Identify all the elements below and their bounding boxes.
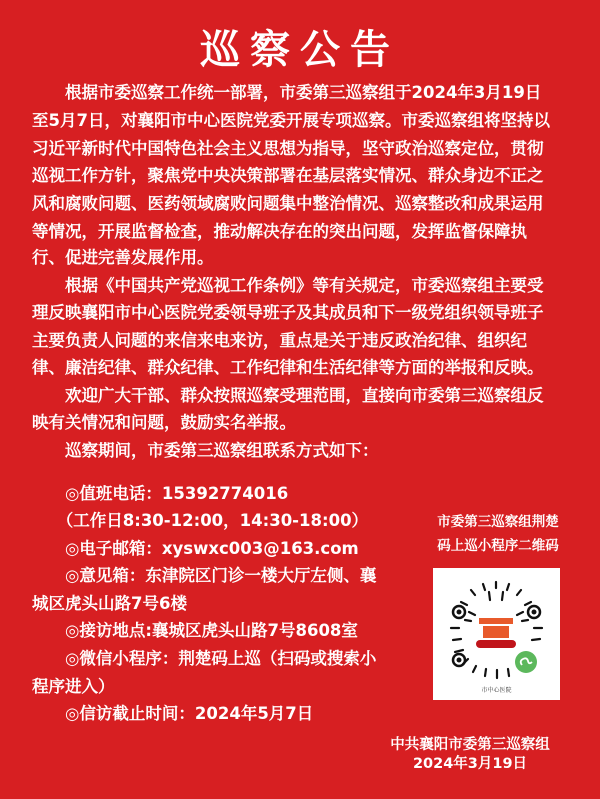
qr-caption: 码上巡小程序二维码: [437, 538, 559, 554]
body-line: 巡察期间，市委第三巡察组联系方式如下：: [32, 441, 379, 460]
body-line: 巡视工作方针，聚焦党中央决策部署在基层落实情况、群众身边不正之: [32, 166, 544, 185]
body-line: 至5月7日，对襄阳市中心医院党委开展专项巡察。市委巡察组将坚持以: [32, 111, 550, 130]
mini-program-qr-code[interactable]: [433, 568, 560, 700]
body-line: 律、廉洁纪律、群众纪律、工作纪律和生活纪律等方面的举报和反映。: [32, 358, 544, 377]
body-line: 根据市委巡察工作统一部署，市委第三巡察组于2024年3月19日: [32, 83, 542, 102]
body-line: 等情况，开展监督检查，推动解决存在的突出问题，发挥监督保障执: [32, 222, 527, 241]
contact-deadline: ◎信访截止时间：2024年5月7日: [32, 704, 314, 723]
page-title: 巡察公告: [200, 26, 400, 73]
footer-org: 中共襄阳市委第三巡察组: [390, 737, 550, 753]
body-line: 风和腐败问题、医药领域腐败问题集中整治情况、巡察整改和成果运用: [32, 194, 544, 213]
contact-mini-program: ◎微信小程序：荆楚码上巡（扫码或搜索小: [32, 649, 377, 668]
footer-date: 2024年3月19日: [412, 756, 528, 772]
body-line: 习近平新时代中国特色社会主义思想为指导，坚守政治巡察定位，贯彻: [32, 139, 544, 158]
contact-mailbox: ◎意见箱：东津院区门诊一楼大厅左侧、襄: [32, 566, 377, 585]
contact-mailbox-cont: 城区虎头山路7号6楼: [32, 594, 187, 613]
contact-visit-location: ◎接访地点:襄城区虎头山路7号8608室: [32, 621, 358, 640]
contact-hours: （工作日8:30-12:00，14:30-18:00）: [32, 511, 369, 530]
contact-phone: ◎值班电话：15392774016: [32, 484, 289, 503]
body-line: 欢迎广大干部、群众按照巡察受理范围，直接向市委第三巡察组反: [32, 386, 544, 405]
body-line: 主要负责人问题的来信来电来访，重点是关于违反政治纪律、组织纪: [32, 331, 527, 350]
qr-label: 市中心医院: [481, 687, 512, 694]
body-line: 理反映襄阳市中心医院党委领导班子及其成员和下一级党组织领导班子: [32, 303, 544, 322]
contact-mini-program-cont: 程序进入）: [32, 677, 115, 696]
qr-code-icon: [433, 568, 560, 700]
qr-caption: 市委第三巡察组荆楚: [437, 514, 559, 530]
body-line: 映有关情况和问题，鼓励实名举报。: [32, 413, 296, 432]
contact-email: ◎电子邮箱：xyswxc003@163.com: [32, 539, 359, 558]
body-line: 根据《中国共产党巡视工作条例》等有关规定，市委巡察组主要受: [32, 276, 544, 295]
body-line: 行、促进完善发展作用。: [32, 248, 214, 267]
